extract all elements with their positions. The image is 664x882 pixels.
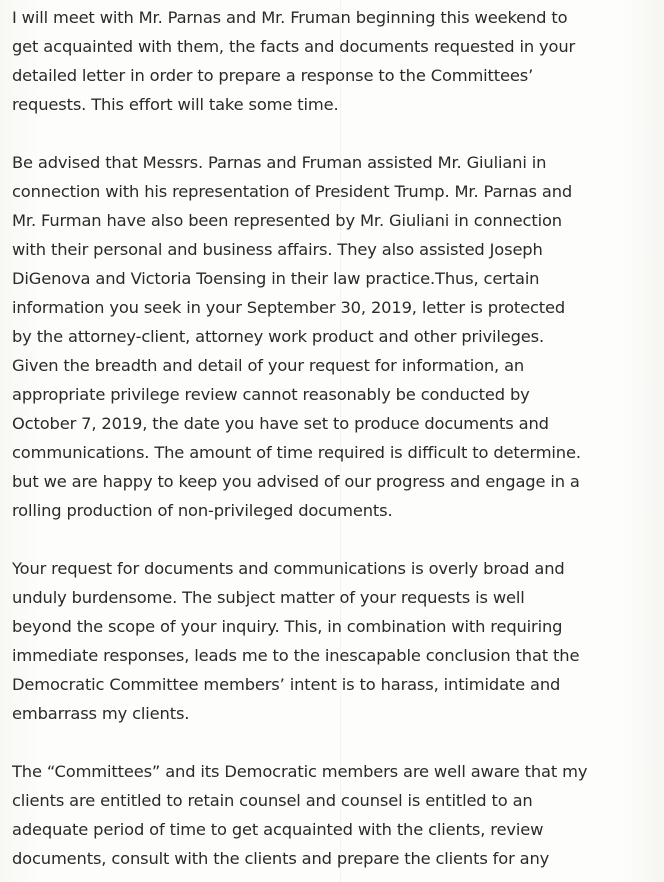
text-line: Given the breadth and detail of your request for information, an — [12, 356, 525, 375]
text-line: October 7, 2019, the date you have set to produce documents and — [12, 414, 549, 433]
text-line: unduly burdensome. The subject matter of your requests is well — [12, 588, 525, 607]
text-line: beyond the scope of your inquiry. This, in combination with requiring — [12, 617, 563, 636]
text-line: Democratic Committee members’ intent is to harass, intimidate and — [12, 675, 561, 694]
text-line: rolling production of non-privileged documents. — [12, 501, 393, 520]
text-line: The “Committees” and its Democratic members are well aware that my — [12, 762, 588, 781]
text-line: by the attorney-client, attorney work product and other privileges. — [12, 327, 544, 346]
text-line: adequate period of time to get acquainted with the clients, review — [12, 820, 544, 839]
paragraph-gap — [12, 525, 660, 554]
paragraph-meeting — [12, 3, 660, 119]
text-line: embarrass my clients. — [12, 704, 190, 723]
text-line: but we are happy to keep you advised of our progress and engage in a — [12, 472, 580, 491]
paragraph-privilege — [12, 148, 660, 525]
paragraph-overbroad — [12, 554, 660, 728]
text-line: immediate responses, leads me to the inescapable conclusion that the — [12, 646, 580, 665]
text-line: Your request for documents and communications is overly broad and — [12, 559, 565, 578]
text-line: DiGenova and Victoria Toensing in their law practice.Thus, certain — [12, 269, 540, 288]
paragraph-gap — [12, 728, 660, 757]
text-line: information you seek in your September 30, 2019, letter is protected — [12, 298, 566, 317]
paragraph-counsel — [12, 757, 660, 873]
text-line: communications. The amount of time required is difficult to determine. — [12, 443, 581, 462]
text-line: appropriate privilege review cannot reasonably be conducted by — [12, 385, 530, 404]
letter-body — [12, 3, 660, 873]
paragraph-gap — [12, 119, 660, 148]
text-line: Mr. Furman have also been represented by Mr. Giuliani in connection — [12, 211, 562, 230]
text-line: requests. This effort will take some time. — [12, 95, 339, 114]
text-line: clients are entitled to retain counsel and counsel is entitled to an — [12, 791, 533, 810]
text-line: documents, consult with the clients and prepare the clients for any — [12, 849, 550, 868]
text-line: get acquainted with them, the facts and documents requested in your — [12, 37, 576, 56]
text-line: I will meet with Mr. Parnas and Mr. Fruman beginning this weekend to — [12, 8, 568, 27]
text-line: with their personal and business affairs. They also assisted Joseph — [12, 240, 543, 259]
text-line: connection with his representation of President Trump. Mr. Parnas and — [12, 182, 573, 201]
text-line: detailed letter in order to prepare a response to the Committees’ — [12, 66, 534, 85]
text-line: Be advised that Messrs. Parnas and Fruman assisted Mr. Giuliani in — [12, 153, 547, 172]
